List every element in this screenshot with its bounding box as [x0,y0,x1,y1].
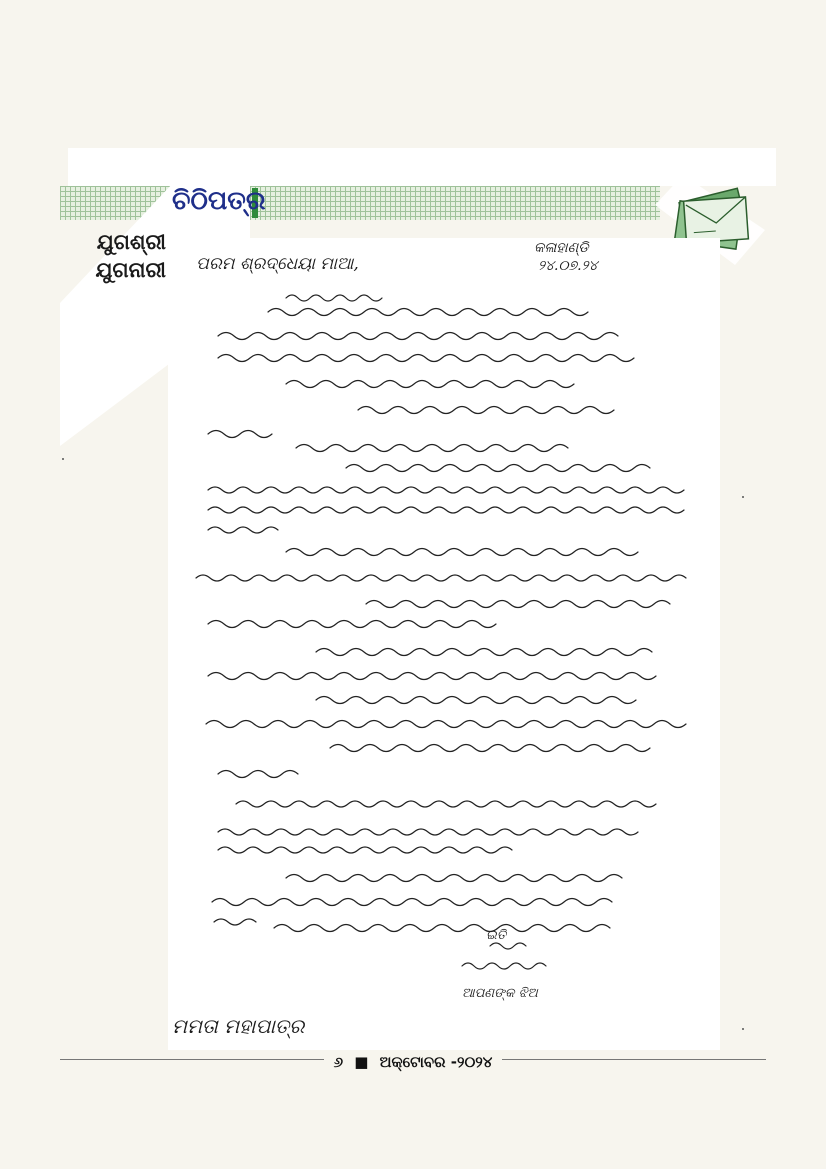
page-footer [0,1052,826,1071]
handwritten-letter [168,238,720,1050]
section-title: ଚିଠିପତ୍ର [172,186,266,216]
page-number: ୬ [333,1053,344,1071]
issue-date: ଅକ୍ଟୋବର -୨୦୨୪ [379,1053,493,1071]
letter-salutation: ପରମ ଶ୍ରଦ୍ଧେୟା ମାଆ, [196,254,359,274]
letter-closing: ଇତି [486,928,507,943]
magazine-name-line2: ଯୁଗନାରୀ [95,258,166,282]
letter-date: ୨୪.୦୭.୨୪ [538,258,598,274]
letter-handwriting-body [168,238,720,1050]
speck [742,496,744,498]
bottom-signature: ମମତା ମହାପାତ୍ର [172,1014,305,1038]
speck [62,458,64,460]
letter-place: କଳାହାଣ୍ଡି [534,240,589,256]
magazine-name-line1: ଯୁଗଶ୍ରୀ [96,230,166,254]
footer-separator: ■ [354,1053,369,1071]
speck [742,1028,744,1030]
letter-signature-label: ଆପଣଙ୍କ ଝିଅ [462,986,538,1001]
